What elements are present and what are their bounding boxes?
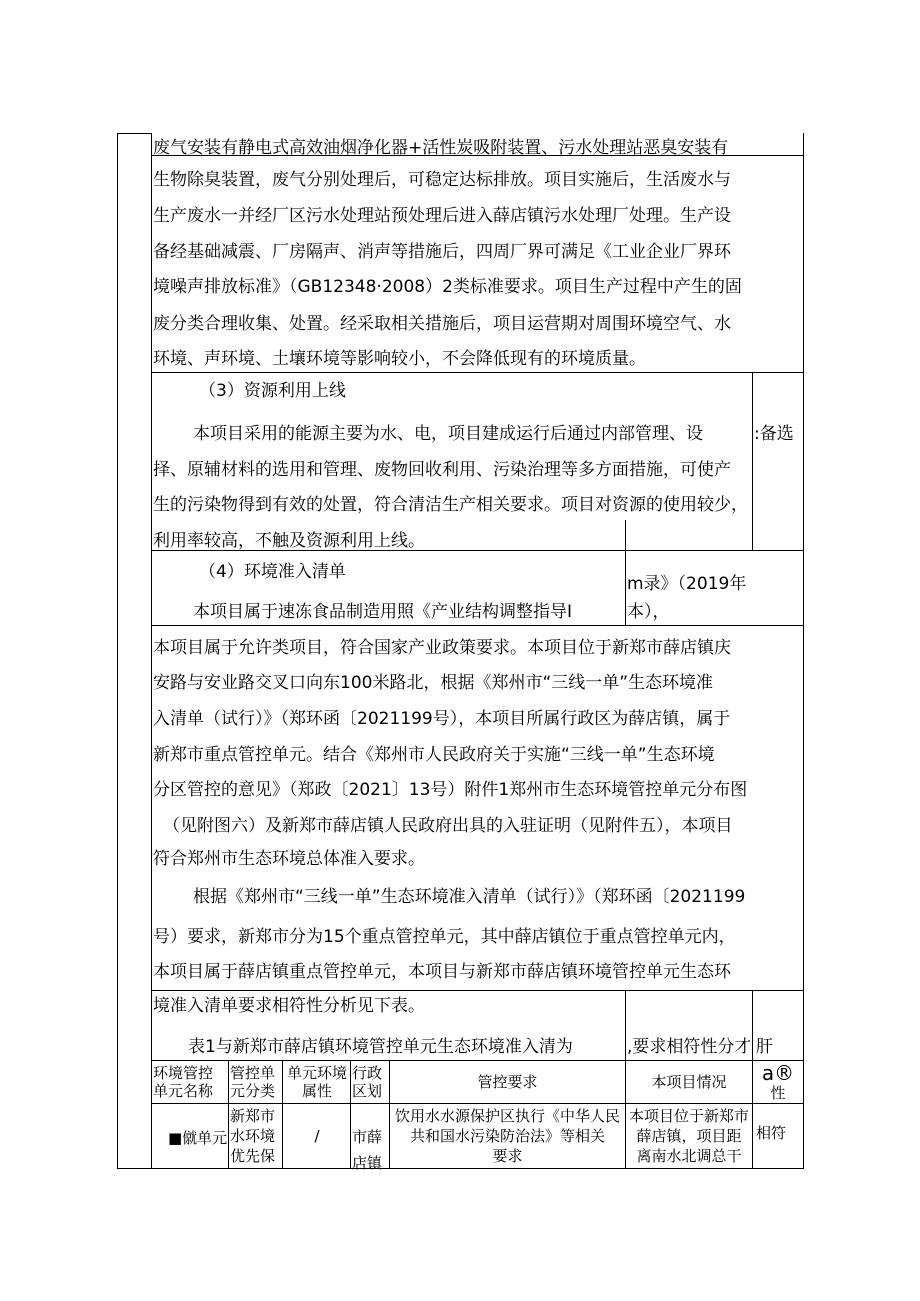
section-heading: （4）环境准入清单 <box>199 562 346 582</box>
th-requirement: 管控要求 <box>477 1073 538 1091</box>
body-line: 本项目属于允许类项目，符合国家产业政策要求。本项目位于新郑市薛店镇庆 <box>153 638 731 658</box>
body-line: 环境、声环境、土壤环境等影响较小，不会降低现有的环境质量。 <box>153 349 646 369</box>
td-unit-name: ■僦单元 <box>168 1129 228 1147</box>
body-line: 生产废水一并经厂区污水处理站预处理后进入薛店镇污水处理厂处理。生产设 <box>153 206 731 226</box>
side-line <box>625 520 626 625</box>
td-unit-class: 新郑市 水环境 优先保 <box>230 1107 276 1165</box>
body-line: 废气安装有静电式高效油烟净化器+活性炭吸附装置、污水处理站恶臭安装有 <box>153 138 729 158</box>
row-line <box>151 625 804 626</box>
side-note: 本）， <box>627 602 670 622</box>
body-line: 本项目采用的能源主要为水、电，项目建成运行后通过内部管理、设 <box>193 424 703 444</box>
side-note: 肝 <box>756 1037 773 1057</box>
frame-inner-left-line <box>151 133 152 1169</box>
td-conformity: 相符 <box>756 1124 787 1142</box>
row-line <box>151 1103 804 1104</box>
body-line: 入清单（试行）》（郑环函〔2021199号），本项目所属行政区为薛店镇，属于 <box>153 709 731 729</box>
body-line: 安路与安业路交叉口向东100米路北，根据《郑州市“三线一单”生态环境准 <box>153 673 714 693</box>
th-district: 行政 区划 <box>352 1064 383 1100</box>
body-line: 境准入清单要求相符性分析见下表。 <box>153 996 425 1016</box>
side-note: ,要求相符性分才 <box>627 1037 752 1057</box>
body-line: 生物除臭装置，废气分别处理后，可稳定达标排放。项目实施后，生活废水与 <box>153 170 731 190</box>
frame-left-line <box>117 133 118 1169</box>
side-note: :备选 <box>754 424 794 444</box>
td-unit-attr: / <box>314 1127 320 1145</box>
body-line: 境噪声排放标准》（GB12348·2008）2类标准要求。项目生产过程中产生的固 <box>153 277 742 297</box>
body-line: 新郑市重点管控单元。结合《郑州市人民政府关于实施“三线一单”生态环境 <box>153 745 715 765</box>
row-line <box>151 1060 804 1061</box>
td-district: 市薛 店镇 <box>352 1128 383 1172</box>
table-col-line <box>228 1060 229 1168</box>
th-situation: 本项目情况 <box>651 1073 727 1091</box>
row-line <box>151 372 804 373</box>
body-line: 生的污染物得到有效的处置，符合清洁生产相关要求。项目对资源的使用较少， <box>153 495 748 515</box>
row-line <box>151 990 804 991</box>
table-caption: 表1与新郑市薛店镇环境管控单元生态环境准入清为 <box>188 1037 573 1057</box>
frame-right-line <box>803 133 804 1169</box>
th-unit-class: 管控单 元分类 <box>230 1064 276 1100</box>
td-situation: 本项目位于新郑市 薛店镇，项目距 离南水北调总干 <box>628 1107 749 1165</box>
body-line: 符合郑州市生态环境总体准入要求。 <box>153 849 425 869</box>
body-line: 号）要求，新郑市分为15个重点管控单元，其中薛店镇位于重点管控单元内， <box>153 927 736 947</box>
th-unit-attr: 单元环境 属性 <box>286 1064 347 1100</box>
body-line: 备经基础减震、厂房隔声、消声等措施后，四周厂界可满足《工业企业厂界环 <box>153 242 731 262</box>
side-line <box>752 372 753 550</box>
body-line: （见附图六）及新郑市薛店镇人民政府出具的入驻证明（见附件五），本项目 <box>163 816 733 836</box>
frame-top-line <box>117 133 152 134</box>
frame-bottom-line <box>117 1168 804 1169</box>
th-conformity: a® 性 <box>761 1061 795 1102</box>
th-unit-name: 环境管控 单元名称 <box>153 1064 214 1100</box>
body-line: 根据《郑州市“三线一单”生态环境准入清单（试行）》（郑环函〔2021199 <box>193 887 746 907</box>
table-col-line <box>282 1060 283 1168</box>
side-note: m录》（2019年 <box>627 574 747 594</box>
body-line: 分区管控的意见》（郑政〔2021〕13号）附件1郑州市生态环境管控单元分布图 <box>153 780 748 800</box>
table-col-line <box>350 1060 351 1168</box>
section-heading: （3）资源利用上线 <box>199 381 346 401</box>
body-line: 利用率较高，不触及资源利用上线。 <box>153 531 425 551</box>
body-line: 废分类合理收集、处置。经采取相关措施后，项目运营期对周围环境空气、水 <box>153 314 731 334</box>
body-line: 择、原辅材料的选用和管理、废物回收利用、污染治理等多方面措施，可使产 <box>153 460 731 480</box>
body-line: 本项目属于薛店镇重点管控单元，本项目与新郑市薛店镇环境管控单元生态环 <box>153 962 731 982</box>
body-line: 本项目属于速冻食品制造用照《产业结构调整指导Ⅰ <box>193 602 573 622</box>
td-requirement: 饮用水水源保护区执行《中华人民 共和国水污染防治法》等相关 要求 <box>394 1107 620 1165</box>
